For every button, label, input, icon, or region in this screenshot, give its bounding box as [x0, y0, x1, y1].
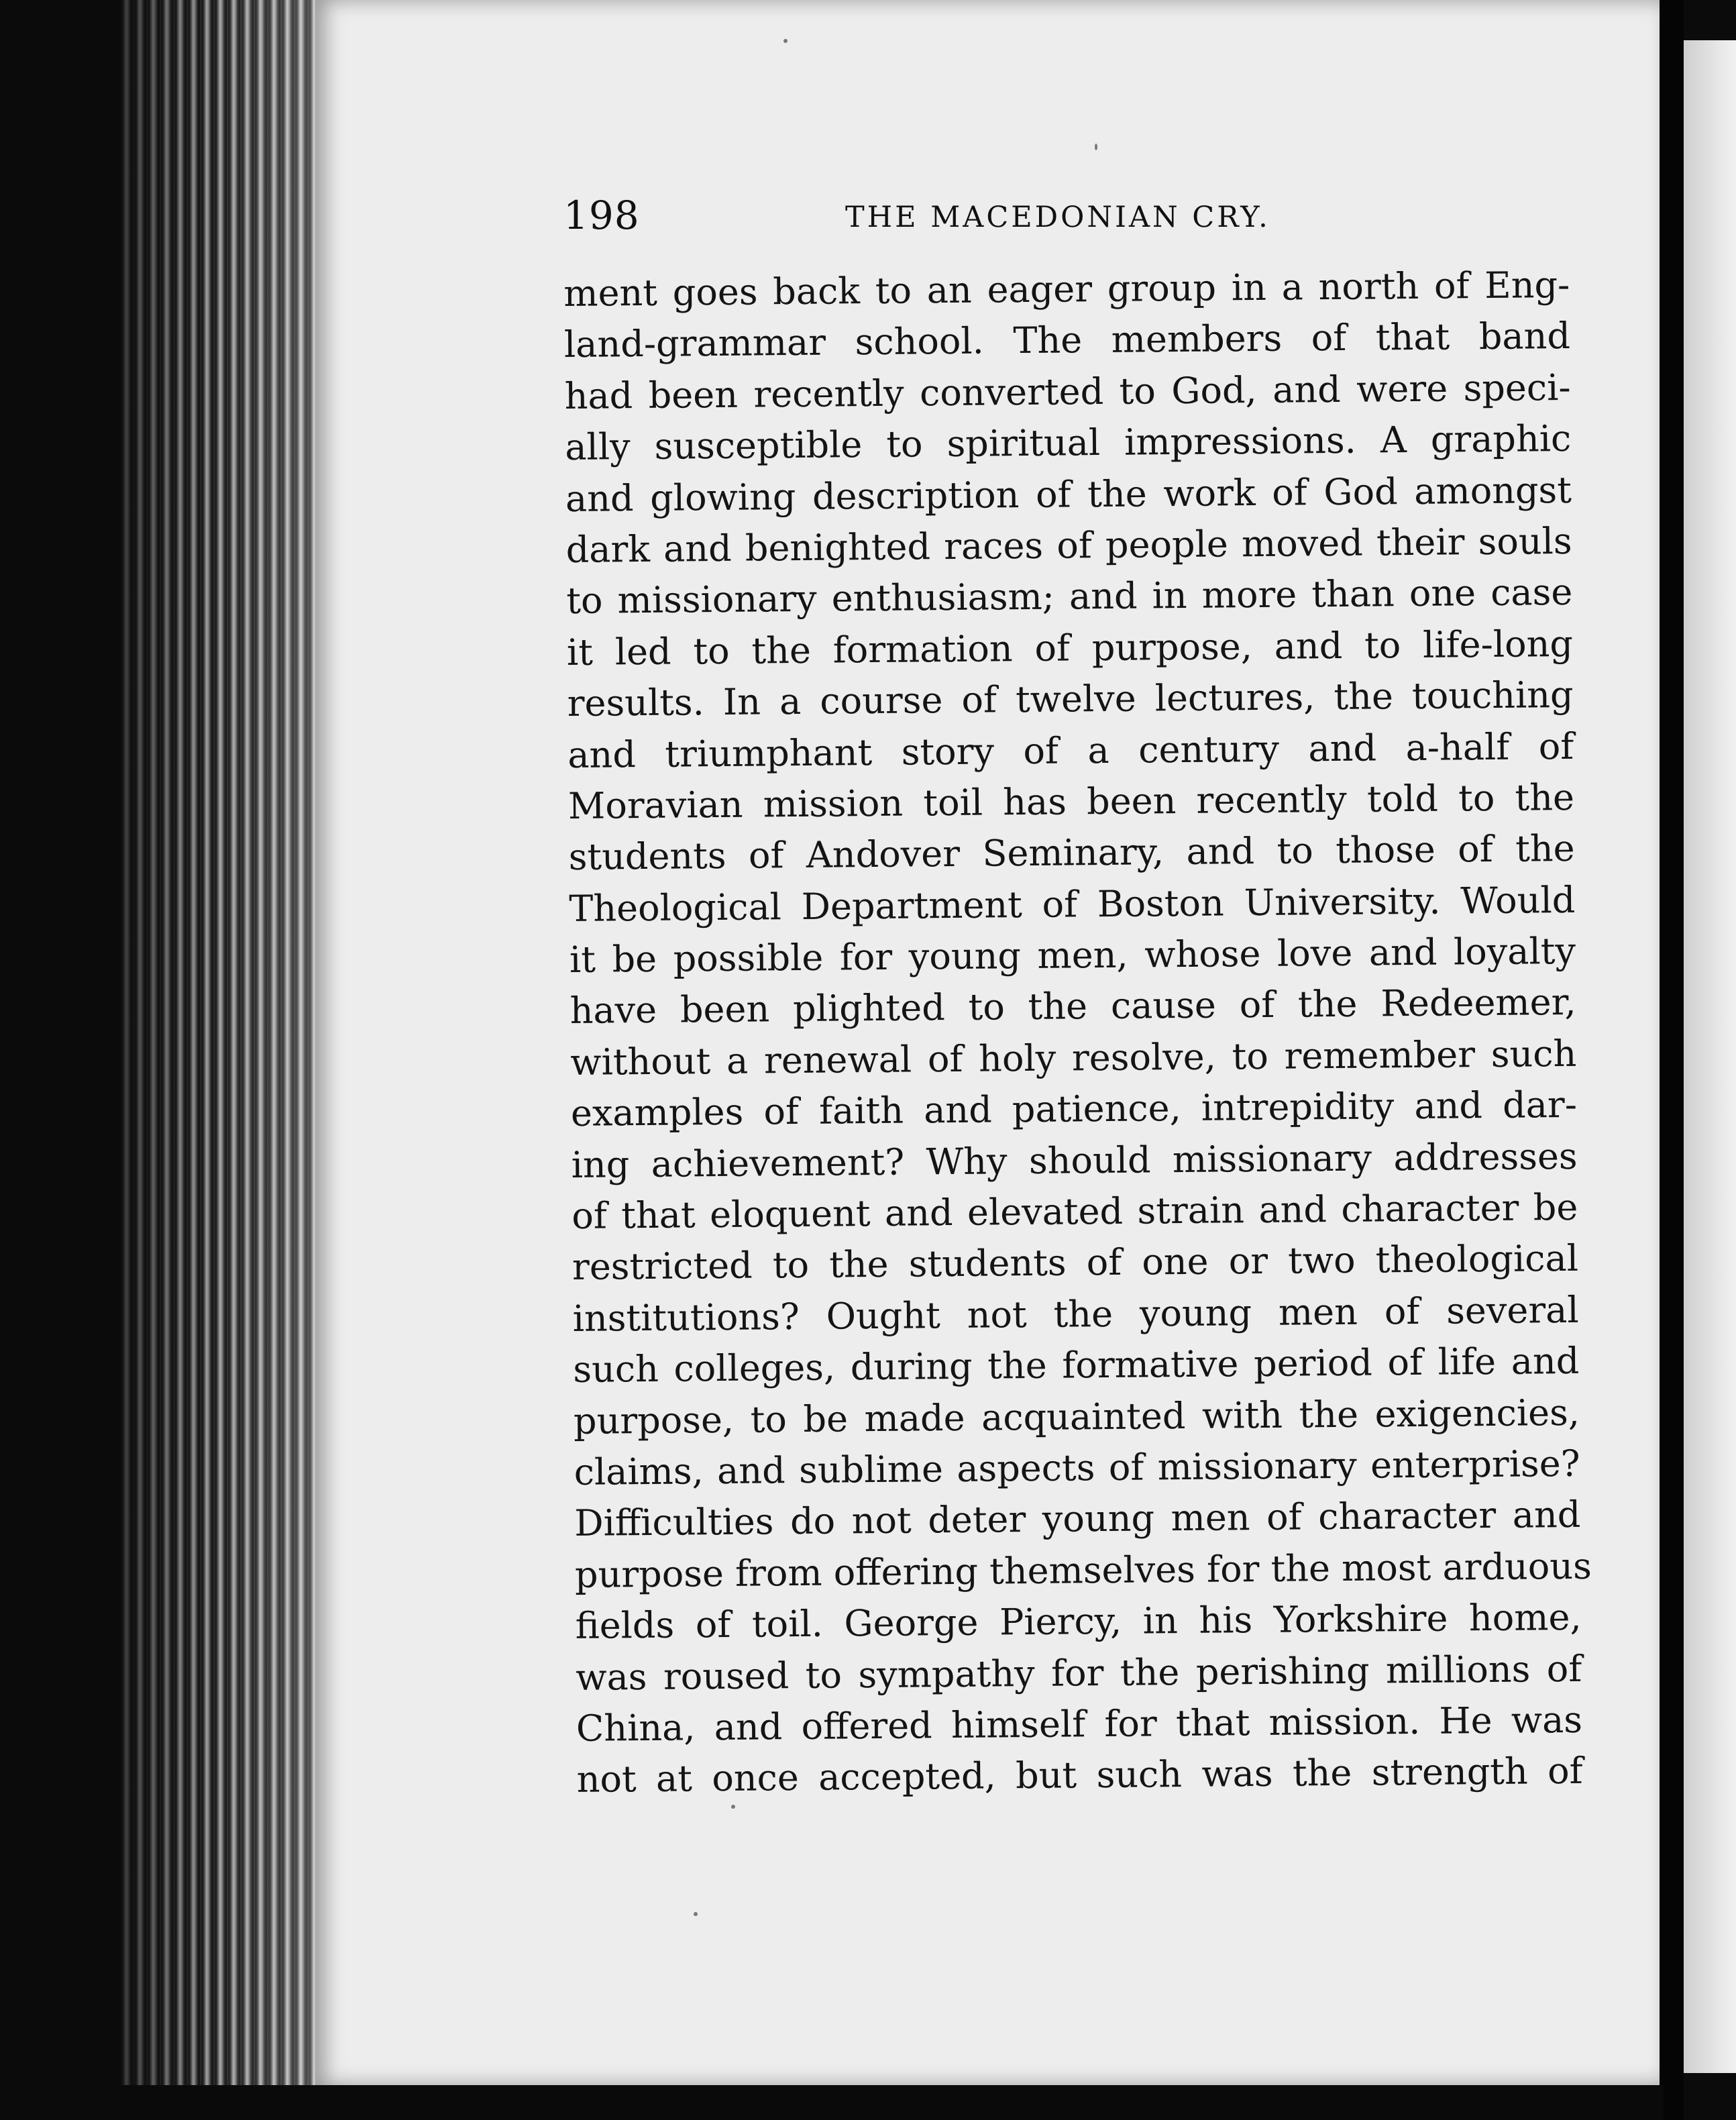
book-gutter — [1660, 0, 1684, 2120]
text-line: was roused to sympathy for the perishing millions of — [576, 1647, 1582, 1699]
text-line: Moravian mission toil has been recently told to the — [567, 776, 1575, 827]
paper-speck — [694, 1912, 698, 1916]
text-line: it led to the formation of purpose, and to life-long — [566, 622, 1574, 674]
page-number: 198 — [563, 193, 640, 238]
text-line: results. In a course of twelve lectures, the touching — [567, 674, 1574, 725]
text-line: of that eloquent and elevated strain and character be — [572, 1185, 1578, 1237]
text-line: restricted to the students of one or two theological — [572, 1237, 1579, 1289]
text-line: without a renewal of holy resolve, to remember such — [570, 1032, 1577, 1083]
text-line: have been plighted to the cause of the Redeemer, — [569, 981, 1576, 1032]
text-line: not at once accepted, but such was the strength of — [576, 1750, 1583, 1801]
facing-page-edge — [1684, 40, 1736, 2073]
text-line: it be possible for young men, whose love and loyalty — [569, 929, 1576, 982]
text-line: students of Andover Seminary, and to those of the — [568, 827, 1575, 879]
text-line: dark and benighted races of people moved their souls — [565, 519, 1572, 571]
paper-speck — [783, 39, 788, 43]
text-line: Difficulties do not deter young men of character and — [574, 1493, 1581, 1545]
text-line: China, and offered himself for that mission. He was — [576, 1698, 1583, 1750]
page-stack-shading — [121, 0, 322, 2092]
text-line: purpose from offering themselves for the most arduous — [574, 1544, 1592, 1596]
bottom-shadow — [121, 2085, 1664, 2120]
text-line: fields of toil. George Piercy, in his Yorkshire home, — [575, 1595, 1582, 1648]
text-line: institutions? Ought not the young men of several — [572, 1288, 1579, 1340]
text-line: ing achievement? Why should missionary addresses — [571, 1134, 1578, 1186]
text-line: land-grammar school. The members of that band — [563, 315, 1571, 366]
running-head: THE MACEDONIAN CRY. — [845, 201, 1270, 234]
text-line: and triumphant story of a century and a-half of — [567, 725, 1574, 776]
paper-speck — [1095, 144, 1097, 150]
text-line: and glowing description of the work of God amongst — [565, 468, 1572, 520]
text-line: to missionary enthusiasm; and in more than one case — [566, 571, 1573, 623]
paper-speck — [731, 1805, 735, 1809]
text-line: ally susceptible to spiritual impressions. A graphic — [565, 417, 1572, 469]
text-line: such colleges, during the formative period of life and — [573, 1340, 1580, 1391]
text-line: claims, and sublime aspects of missionary enterprise? — [574, 1442, 1580, 1493]
page-header — [563, 192, 1570, 246]
body-text — [563, 260, 1592, 1806]
text-line: ment goes back to an eager group in a north of Eng- — [563, 263, 1570, 315]
text-line: examples of faith and patience, intrepidity and dar- — [570, 1083, 1578, 1135]
text-line: purpose, to be made acquainted with the exigencies, — [573, 1391, 1580, 1442]
text-line: Theological Department of Boston University. Would — [569, 878, 1576, 930]
text-line: had been recently converted to God, and were speci- — [564, 366, 1571, 417]
